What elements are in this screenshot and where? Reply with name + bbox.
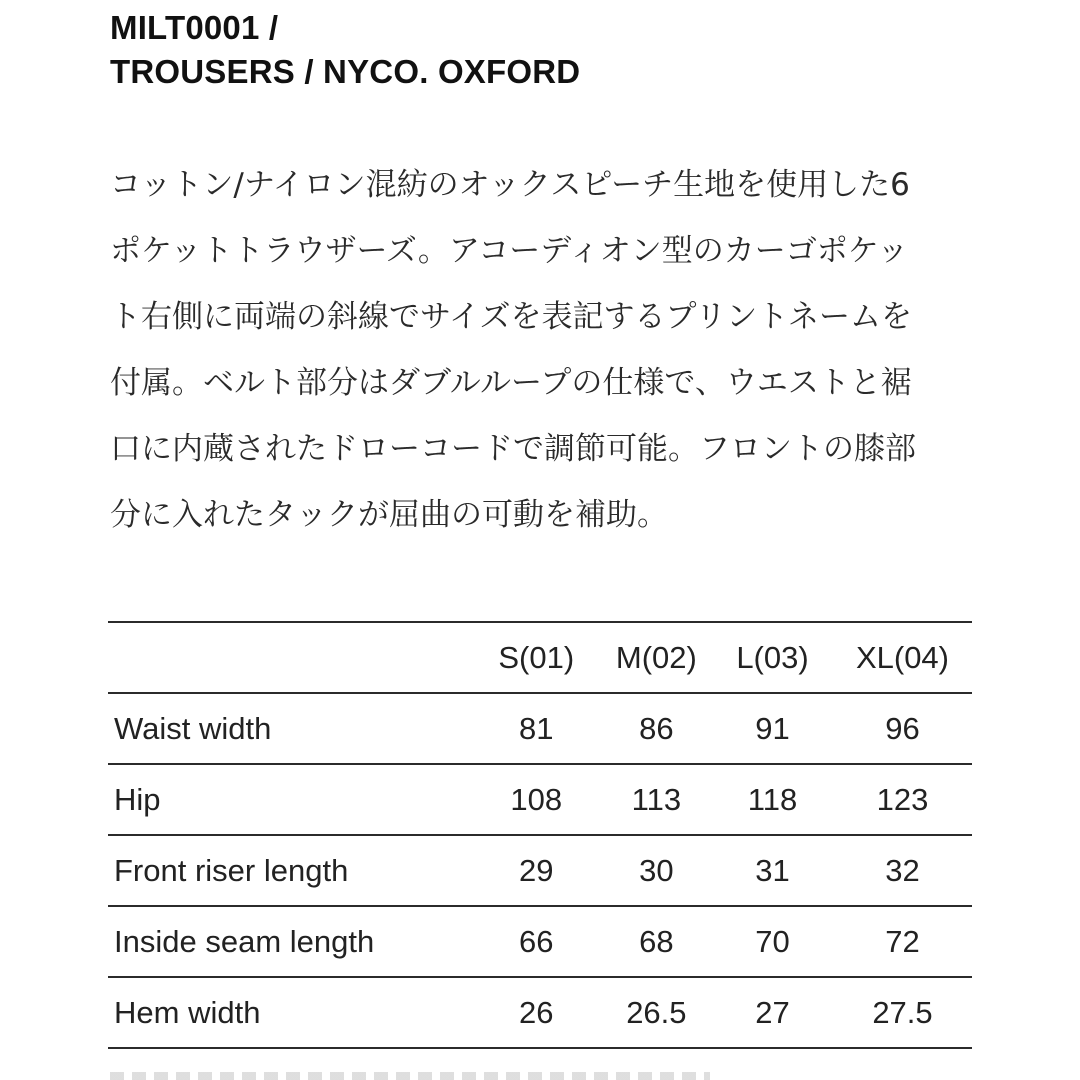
table-cell: 27.5: [833, 977, 972, 1048]
table-row: [108, 906, 972, 977]
row-label-inside-seam-length: Inside seam length: [108, 906, 472, 977]
table-row: [108, 835, 972, 906]
row-label-front-riser-length: Front riser length: [108, 835, 472, 906]
product-title: [110, 6, 580, 94]
table-cell: 91: [712, 693, 833, 764]
table-cell: 86: [601, 693, 712, 764]
row-label-waist-width: Waist width: [108, 693, 472, 764]
description-line: 付属。ベルト部分はダブルループの仕様で、ウエストと裾: [110, 365, 912, 401]
size-table-corner: [108, 622, 472, 693]
table-cell: 31: [712, 835, 833, 906]
size-header-s: S(01): [472, 622, 601, 693]
table-row: [108, 693, 972, 764]
table-row: [108, 977, 972, 1048]
table-cell: 118: [712, 764, 833, 835]
table-cell: 68: [601, 906, 712, 977]
table-cell: 29: [472, 835, 601, 906]
description-line: コットン/ナイロン混紡のオックスピーチ生地を使用した6: [110, 167, 910, 203]
table-cell: 26: [472, 977, 601, 1048]
table-cell: 32: [833, 835, 972, 906]
table-cell: 96: [833, 693, 972, 764]
product-code: MILT0001 /: [110, 9, 279, 46]
table-cell: 27: [712, 977, 833, 1048]
product-name: TROUSERS / NYCO. OXFORD: [110, 53, 581, 90]
table-cell: 30: [601, 835, 712, 906]
description-line: ポケットトラウザーズ。アコーディオン型のカーゴポケッ: [110, 233, 909, 269]
size-header-l: L(03): [712, 622, 833, 693]
description-line: ト右側に両端の斜線でサイズを表記するプリントネームを: [110, 299, 912, 335]
table-cell: 123: [833, 764, 972, 835]
description-line: 分に入れたタックが屈曲の可動を補助。: [110, 497, 668, 533]
row-label-hem-width: Hem width: [108, 977, 472, 1048]
size-header-m: M(02): [601, 622, 712, 693]
product-description: [110, 152, 990, 548]
table-cell: 66: [472, 906, 601, 977]
size-header-row: [108, 622, 972, 693]
table-cell: 113: [601, 764, 712, 835]
table-cell: 70: [712, 906, 833, 977]
table-cell: 72: [833, 906, 972, 977]
size-header-xl: XL(04): [833, 622, 972, 693]
table-cell: 108: [472, 764, 601, 835]
size-table: [108, 621, 972, 1049]
table-cell: 81: [472, 693, 601, 764]
description-line: 口に内蔵されたドローコードで調節可能。フロントの膝部: [110, 431, 916, 467]
cropped-text-fragment: [110, 1072, 710, 1080]
row-label-hip: Hip: [108, 764, 472, 835]
table-cell: 26.5: [601, 977, 712, 1048]
table-row: [108, 764, 972, 835]
